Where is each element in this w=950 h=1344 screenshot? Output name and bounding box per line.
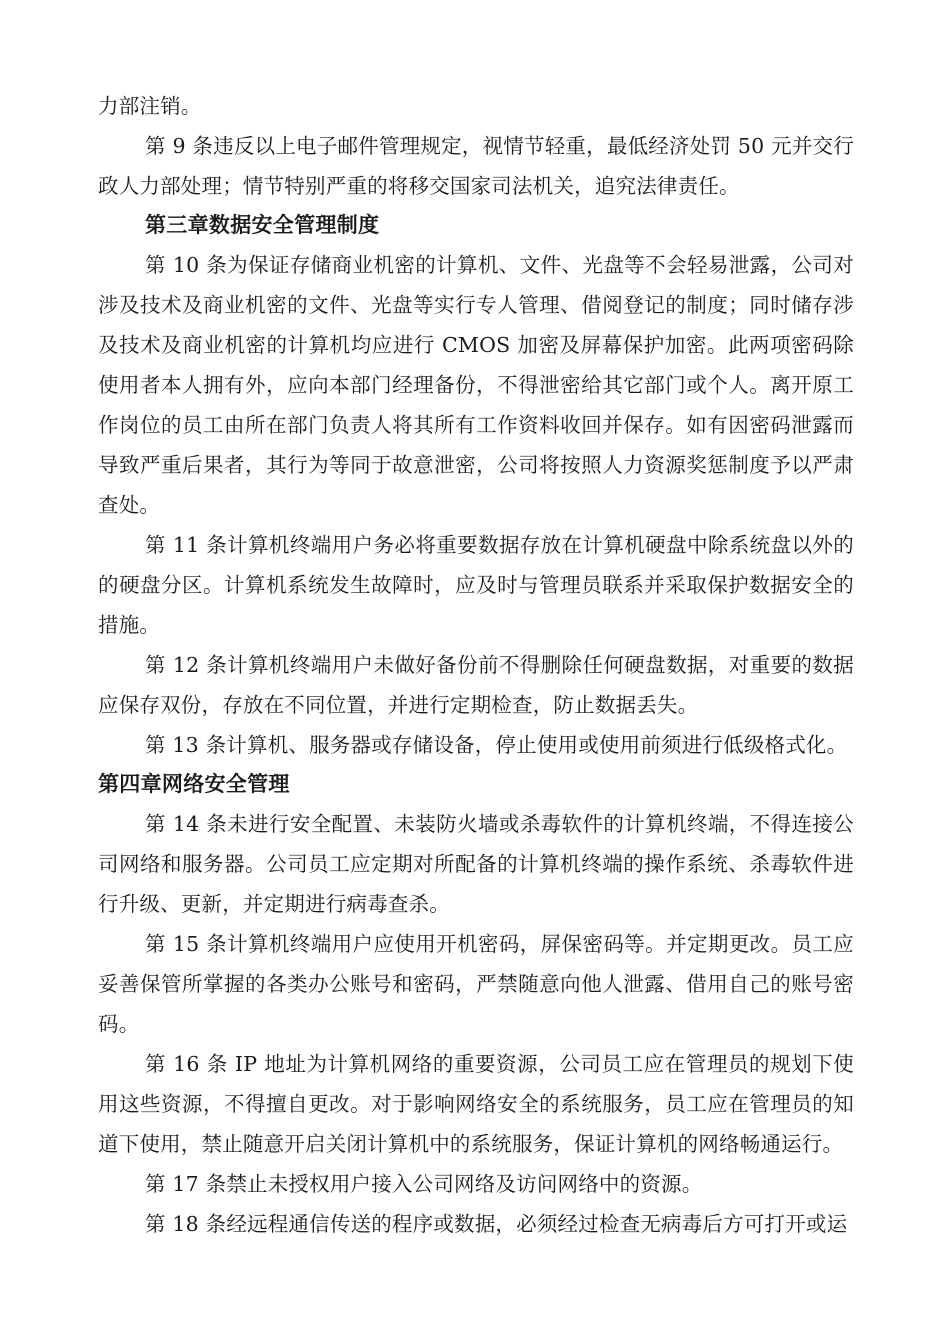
article-12: 第 12 条计算机终端用户未做好备份前不得删除任何硬盘数据，对重要的数据应保存双份，存放在不同位置，并进行定期检查，防止数据丢失。 — [98, 653, 854, 717]
article-9: 第 9 条违反以上电子邮件管理规定，视情节轻重，最低经济处罚 50 元并交行政人力部处理；情节特别严重的将移交国家司法机关，追究法律责任。 — [98, 134, 854, 198]
article-13: 第 13 条计算机、服务器或存储设备，停止使用或使用前须进行低级格式化。 — [145, 733, 848, 757]
article-17: 第 17 条禁止未授权用户接入公司网络及访问网络中的资源。 — [145, 1172, 703, 1196]
document-page — [98, 86, 854, 1244]
article-11: 第 11 条计算机终端用户务必将重要数据存放在计算机硬盘中除系统盘以外的的硬盘分区。计算机系统发生故障时，应及时与管理员联系并采取保护数据安全的措施。 — [98, 533, 854, 637]
article-18: 第 18 条经远程通信传送的程序或数据，必须经过检查无病毒后方可打开或运 — [145, 1212, 848, 1236]
chapter-4-heading: 第四章网络安全管理 — [98, 772, 290, 796]
article-15: 第 15 条计算机终端用户应使用开机密码，屏保密码等。并定期更改。员工应妥善保管所掌握的各类办公账号和密码，严禁随意向他人泄露、借用自己的账号密码。 — [98, 932, 854, 1036]
article-16: 第 16 条 IP 地址为计算机网络的重要资源，公司员工应在管理员的规划下使用这些资源，不得擅自更改。对于影响网络安全的系统服务，员工应在管理员的知道下使用，禁止随意开启关闭计算机中的系统服务，保证计算机的网络畅通运行。 — [98, 1052, 854, 1156]
paragraph-continuation: 力部注销。 — [98, 94, 202, 118]
chapter-3-heading: 第三章数据安全管理制度 — [145, 213, 380, 237]
article-10: 第 10 条为保证存储商业机密的计算机、文件、光盘等不会轻易泄露，公司对涉及技术及商业机密的文件、光盘等实行专人管理、借阅登记的制度；同时储存涉及技术及商业机密的计算机均应进行 CMOS 加密及屏幕保护加密。此两项密码除使用者本人拥有外，应向本部门经理备份，不得泄密给其它部门或个人。离开原工作岗位的员工由所在部门负责人将其所有工作资料收回并保存。如有因密码泄露而导致严重后果者，其行为等同于故意泄密，公司将按照人力资源奖惩制度予以严肃查处。 — [98, 253, 854, 517]
article-14: 第 14 条未进行安全配置、未装防火墙或杀毒软件的计算机终端，不得连接公司网络和服务器。公司员工应定期对所配备的计算机终端的操作系统、杀毒软件进行升级、更新，并定期进行病毒查杀。 — [98, 812, 854, 916]
